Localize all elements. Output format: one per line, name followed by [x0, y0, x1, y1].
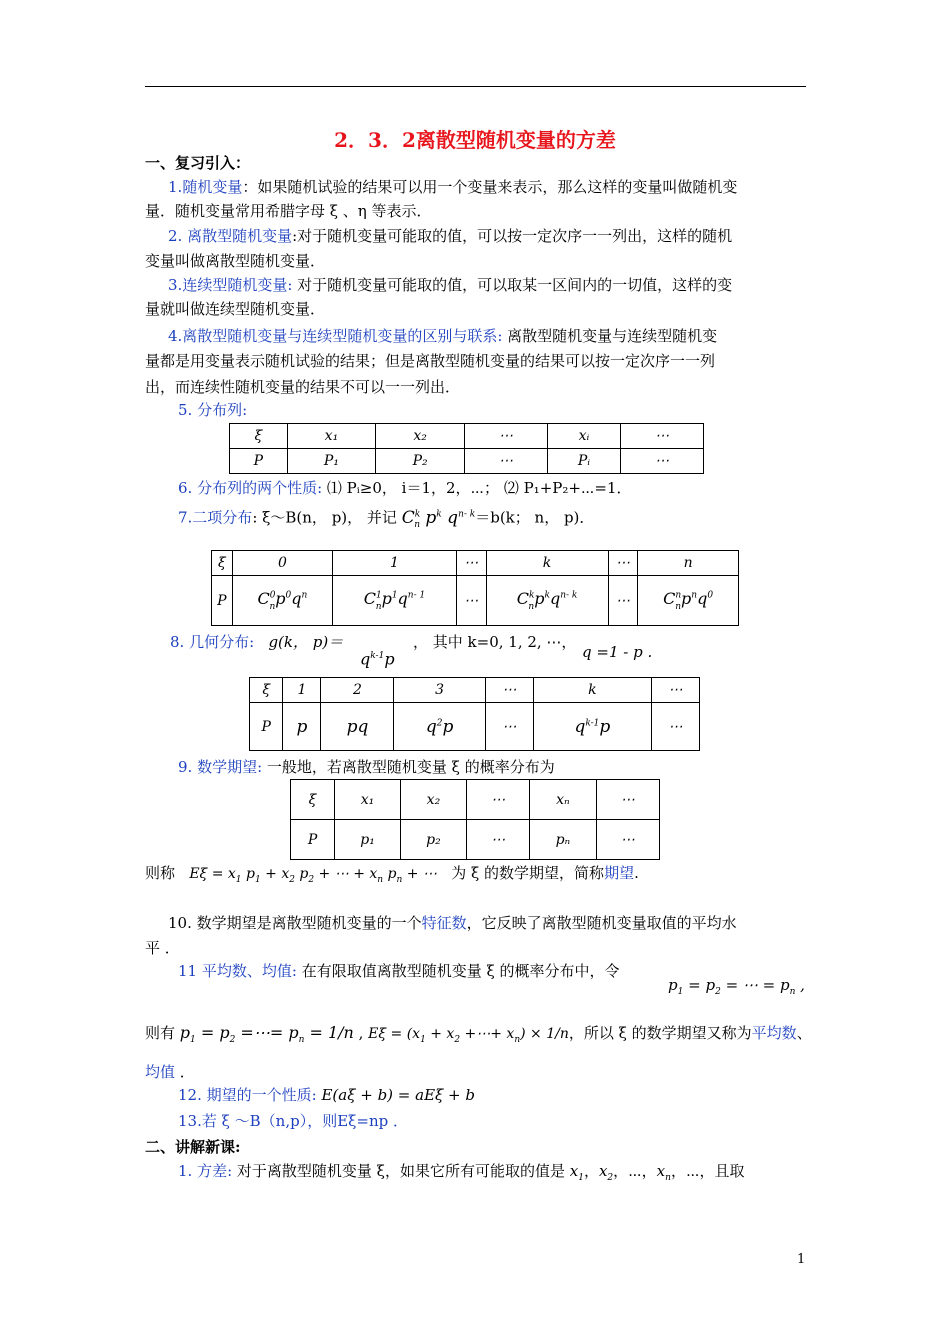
t3-dots: ⋯	[651, 703, 699, 751]
page-title: 2．3．2离散型随机变量的方差	[334, 128, 616, 152]
para-12	[178, 1084, 475, 1106]
t4-cell: x₂	[400, 780, 466, 820]
header-rule	[145, 86, 806, 87]
t1-cell: ⋯	[464, 424, 547, 449]
t2-head: 0	[232, 551, 333, 576]
p8-term: 8. 几何分布:	[170, 633, 255, 651]
para-6	[178, 477, 632, 499]
t2-cell-c1: $C^1_np^1q^{n- 1}$	[333, 576, 457, 626]
t3-dots: ⋯	[485, 703, 533, 751]
para-14	[178, 1160, 744, 1189]
para-4-line-2: 量都是用变量表示随机试验的结果；但是离散型随机变量的结果可以按一定次序一一列	[145, 352, 716, 370]
p4-text-a: 离散型随机变量与连续型随机变	[502, 327, 718, 345]
para-2-line-1	[168, 225, 732, 247]
t3-cell: p	[283, 703, 321, 751]
t1-cell: xᵢ	[547, 424, 620, 449]
t3-head: ⋯	[485, 678, 533, 703]
t1-cell: ξ	[230, 424, 288, 449]
t4-cell: p₁	[335, 820, 401, 860]
t4-cell: xₙ	[530, 780, 596, 820]
t3-head: k	[533, 678, 651, 703]
t4-cell: ⋯	[596, 780, 660, 820]
para-10-line-2: 平 ．	[145, 939, 180, 957]
t3-head: ⋯	[651, 678, 699, 703]
equal-prob-formula: $p_1 = p_2$ = ⋯ = $p_n$ ,	[668, 976, 805, 997]
expectation-table	[290, 779, 660, 860]
p8-text-a: g(k， p)＝	[268, 633, 344, 651]
para-9b	[145, 862, 639, 891]
t2-cell-cn: $C^n_np^nq^0$	[638, 576, 739, 626]
t3-cell-qk1p: $q^{k-1}p$	[533, 703, 651, 751]
para-1-line-2: 量．随机变量常用希腊字母 ξ 、η 等表示．	[145, 202, 432, 220]
para-11-line-1	[178, 960, 620, 982]
mean-formula-2: $E\xi = (x_1 + x_2$ +⋯+ $x_n) \times 1/n$	[368, 1026, 569, 1045]
t4-cell: ⋯	[596, 820, 660, 860]
t1-cell: ⋯	[621, 449, 704, 474]
t2-head: 1	[333, 551, 457, 576]
t3-head: 3	[394, 678, 485, 703]
p1-num: 1.	[168, 178, 183, 196]
para-11-line-2: 则有 $p_1 = p_2$ =⋯= $p_n = 1/n$ , $E\xi = (x_1 + x_2$ +⋯+ $x_n) \times 1/n$，所以 ξ 的数学期望又称为平均数、	[145, 1023, 812, 1046]
p7-text-b: ＝b(k； n， p)．	[475, 508, 595, 527]
p11-text-a: 在有限取值离散型随机变量 ξ 的概率分布中，令	[296, 962, 620, 980]
p9b-text-c: .	[634, 864, 639, 882]
section-heading-2: 二、讲解新课:	[145, 1138, 241, 1156]
p11-text-b: 则有	[145, 1024, 176, 1042]
xn-symbol: $x_n$	[656, 1162, 671, 1183]
t1-cell: P	[230, 449, 288, 474]
p11-text-e: ．	[175, 1063, 195, 1081]
p4-term: 4.离散型随机变量与连续型随机变量的区别与联系:	[168, 327, 503, 345]
mean-formula-1: $p_1 = p_2$ =⋯= $p_n = 1/n$	[179, 1023, 354, 1046]
t1-cell: x₁	[287, 424, 376, 449]
p14-text-a: 对于离散型随机变量 ξ，如果它所有可能取的值是	[232, 1162, 565, 1180]
t4-cell: pₙ	[530, 820, 596, 860]
p7-text-a: : ξ～B(n， p)， 并记	[252, 508, 397, 527]
t2-head: ⋯	[608, 551, 638, 576]
t2-dots: ⋯	[456, 576, 486, 626]
t3-cell-q2p: $q^2p$	[394, 703, 485, 751]
p9b-term: 期望	[604, 864, 635, 882]
t4-cell: ξ	[291, 780, 335, 820]
p11-term-mean: 平均数	[751, 1024, 797, 1042]
t2-head: n	[638, 551, 739, 576]
t1-cell: Pᵢ	[547, 449, 620, 474]
para-3-line-2: 量就叫做连续型随机变量．	[145, 300, 326, 318]
x1-symbol: $x_1$	[569, 1162, 584, 1183]
p1-term: 随机变量	[182, 178, 243, 196]
p3-num: 3.	[168, 276, 183, 294]
t3-head: ξ	[250, 678, 283, 703]
para-10-line-1	[168, 912, 737, 934]
t4-cell: ⋯	[466, 820, 529, 860]
t2-head: ⋯	[456, 551, 486, 576]
x2-symbol: $x_2$	[598, 1162, 614, 1183]
t2-rowlabel: P	[212, 576, 233, 626]
t2-cell-c0: $C^0_np^0q^n$	[232, 576, 333, 626]
p9-term: 9. 数学期望:	[178, 758, 263, 776]
t2-head: ξ	[212, 551, 233, 576]
p9b-text-b: 为 ξ 的数学期望，简称	[451, 864, 605, 882]
binomial-table	[211, 550, 739, 626]
para-9	[178, 756, 555, 778]
p7-term: 7.二项分布	[178, 508, 253, 527]
para-5: 5. 分布列:	[178, 401, 248, 419]
para-11-line-3	[145, 1061, 195, 1083]
t4-cell: P	[291, 820, 335, 860]
t2-head: k	[486, 551, 608, 576]
p12-term: 12. 期望的一个性质:	[178, 1086, 317, 1104]
t3-head: 2	[321, 678, 394, 703]
p14-term: 1. 方差:	[178, 1162, 233, 1180]
t1-cell: ⋯	[464, 449, 547, 474]
p6-term: 6. 分布列的两个性质:	[178, 479, 323, 497]
expectation-formula: $E\xi = x_1$ $p_1 + x_2$ $p_2$ + ⋯ + $x_n$ $p_n$ + ⋯	[189, 866, 437, 885]
t3-rowlabel: P	[250, 703, 283, 751]
t2-dots: ⋯	[608, 576, 638, 626]
p11-term: 11 平均数、均值:	[178, 962, 297, 980]
para-4-line-3: 出，而连续性随机变量的结果不可以一一列出．	[145, 378, 461, 396]
t1-cell: x₂	[376, 424, 465, 449]
geometric-table	[249, 677, 700, 751]
t3-cell: pq	[321, 703, 394, 751]
p10-term: 特征数	[421, 914, 467, 932]
para-7	[178, 503, 594, 536]
binomial-formula: $C^k_n$ $p^k$ $q^{n- k}$	[401, 507, 476, 531]
p8-text-c: q =1 - p .	[582, 643, 653, 661]
p2-num: 2.	[168, 227, 183, 245]
p9b-text-a: 则称	[145, 864, 176, 882]
para-4-line-1	[168, 325, 717, 347]
geometric-formula: $q^{k-1}p$	[360, 649, 395, 669]
t1-cell: ⋯	[621, 424, 704, 449]
t2-cell-ck: $C^k_np^kq^{n- k}$	[486, 576, 608, 626]
p11-term-avg: 均值	[145, 1063, 176, 1081]
distribution-table-1	[229, 423, 704, 474]
p3-term: 连续型随机变量:	[182, 276, 293, 294]
para-2-line-2: 变量叫做离散型随机变量．	[145, 252, 326, 270]
p2-text-a: :对于随机变量可能取的值，可以按一定次序一一列出，这样的随机	[292, 227, 733, 245]
p10-text-a: 10. 数学期望是离散型随机变量的一个	[168, 914, 422, 932]
t1-cell: P₁	[287, 449, 376, 474]
page-number: 1	[797, 1252, 806, 1267]
p1-text-a: ：如果随机试验的结果可以用一个变量来表示，那么这样的变量叫做随机变	[242, 178, 738, 196]
p14-text-c: ，⋯，	[613, 1162, 657, 1180]
t1-cell: P₂	[376, 449, 465, 474]
p2-term: 离散型随机变量	[187, 227, 293, 245]
p12-formula: E(aξ + b) = aEξ + b	[316, 1086, 475, 1104]
t3-head: 1	[283, 678, 321, 703]
p11-text-d: 、	[796, 1024, 812, 1042]
p10-text-b: ，它反映了离散型随机变量取值的平均水	[466, 914, 737, 932]
t4-cell: p₂	[400, 820, 466, 860]
para-8	[170, 631, 343, 653]
p6-text: ⑴ Pᵢ≥0， i＝1，2，⋯； ⑵ P₁+P₂+⋯=1．	[322, 479, 632, 497]
section-heading-1: 一、复习引入：	[145, 154, 251, 172]
t4-cell: x₁	[335, 780, 401, 820]
t4-cell: ⋯	[466, 780, 529, 820]
para-13: 13.若 ξ ～B（n,p），则Eξ=np ．	[178, 1112, 409, 1130]
para-1-line-1	[168, 176, 737, 198]
p8-text-b: ， 其中 k=0, 1, 2, ⋯，	[413, 633, 577, 651]
p9-text: 一般地，若离散型随机变量 ξ 的概率分布为	[262, 758, 555, 776]
para-3-line-1	[168, 274, 732, 296]
p14-text-d: ，⋯，且取	[670, 1162, 745, 1180]
p14-text-b: ，	[583, 1162, 599, 1180]
p3-text-a: 对于随机变量可能取的值，可以取某一区间内的一切值，这样的变	[292, 276, 733, 294]
p11-text-c: ，所以 ξ 的数学期望又称为	[568, 1024, 752, 1042]
